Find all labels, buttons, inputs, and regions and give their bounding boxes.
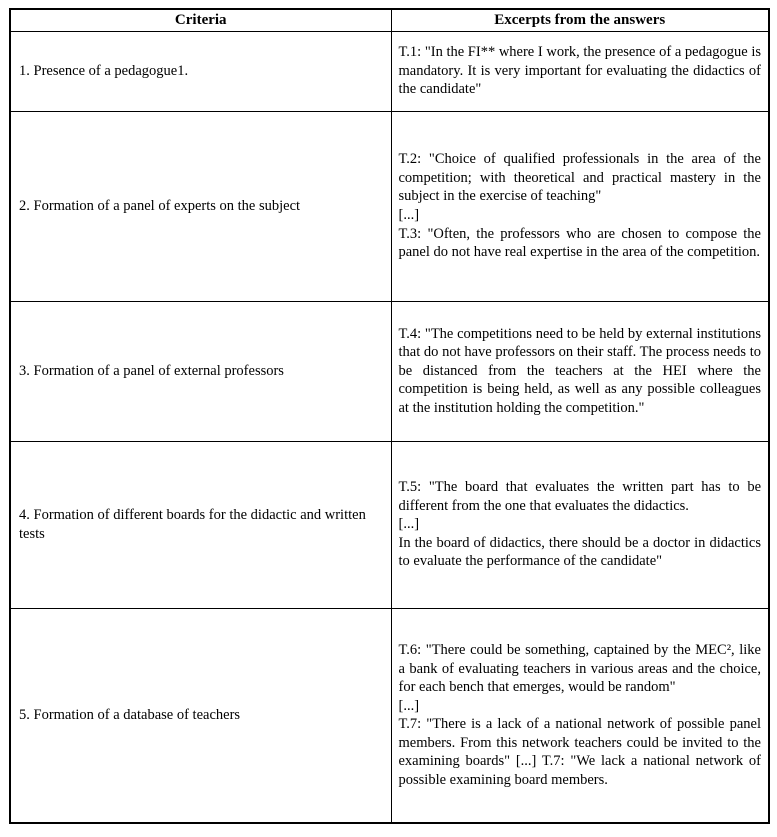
excerpt-paragraph: [...] [398, 697, 420, 714]
excerpt-paragraph: T.5: "The board that evaluates the written part has to be different from the one that evaluates the didactics. [398, 479, 761, 514]
excerpt-paragraph: T.1: "In the FI** where I work, the presence of a pedagogue is mandatory. It is very important for evaluating the didactics of the candidate" [398, 44, 761, 98]
table-row [10, 301, 769, 441]
criteria-cell: 5. Formation of a database of teachers [10, 608, 391, 823]
excerpt-paragraph: T.2: "Choice of qualified professionals in the area of the competition; with theoretical and practical mastery in the subject in the exercise of teaching" [398, 151, 761, 205]
criteria-cell: 2. Formation of a panel of experts on the subject [10, 111, 391, 301]
header-criteria: Criteria [10, 9, 391, 31]
excerpt-cell [391, 441, 769, 608]
criteria-table [9, 8, 770, 824]
excerpt-cell [391, 111, 769, 301]
criteria-cell: 4. Formation of different boards for the didactic and written tests [10, 441, 391, 608]
criteria-cell: 1. Presence of a pedagogue1. [10, 31, 391, 111]
table-row [10, 441, 769, 608]
header-excerpts: Excerpts from the answers [391, 9, 769, 31]
excerpt-paragraph: T.3: "Often, the professors who are chosen to compose the panel do not have real expertise in the area of the competition. [398, 225, 761, 261]
table-row [10, 111, 769, 301]
table-row [10, 608, 769, 823]
excerpt-paragraph: [...] [398, 207, 420, 223]
excerpt-cell [391, 301, 769, 441]
excerpt-paragraph: T.4: "The competitions need to be held by external institutions that do not have professors on their staff. The process needs to be distanced from the teachers at the HEI where the competition is being held, as well as any possible colleagues at the institution holding the competition." [398, 325, 761, 416]
excerpt-cell [391, 31, 769, 111]
excerpt-paragraph: [...] [398, 516, 420, 533]
excerpt-cell [391, 608, 769, 823]
criteria-cell: 3. Formation of a panel of external professors [10, 301, 391, 441]
excerpt-paragraph: T.7: "There is a lack of a national network of possible panel members. From this network teachers could be invited to the examining boards" [...] T.7: "We lack a national network of possible examining board members. [398, 716, 761, 788]
excerpt-paragraph: T.6: "There could be something, captained by the MEC², like a bank of evaluating teachers in various areas and the choice, for each bench that emerges, would be random" [398, 642, 761, 696]
excerpt-paragraph: In the board of didactics, there should be a doctor in didactics to evaluate the performance of the candidate" [398, 534, 761, 570]
table-header-row [10, 9, 769, 31]
table-row [10, 31, 769, 111]
